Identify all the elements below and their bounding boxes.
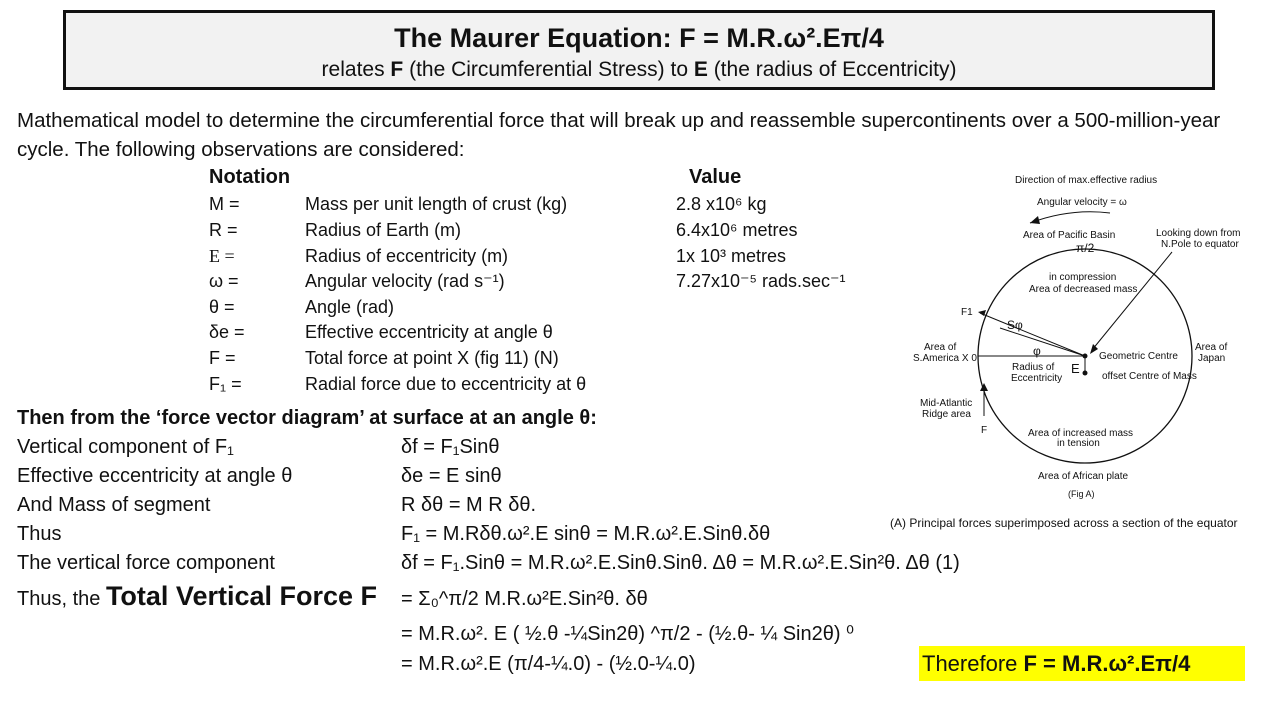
label-offset: offset Centre of Mass: [1102, 371, 1197, 382]
notation-value: 6.4x10⁶ metres: [676, 220, 798, 240]
label-dir-max: Direction of max.effective radius: [1015, 175, 1158, 186]
notation-value: 7.27x10⁻⁵ rads.sec⁻¹: [676, 271, 846, 291]
label-rad-1: Radius of: [1012, 362, 1055, 373]
total-expr-1: = Σ₀^π/2 M.R.ω²E.Sin²θ. δθ: [401, 588, 648, 610]
label-e: E: [1071, 361, 1080, 376]
derivation-label: And Mass of segment: [17, 494, 211, 516]
notation-header: Notation: [209, 166, 291, 188]
notation-desc: Radius of eccentricity (m): [305, 246, 509, 266]
label-mar-2: Ridge area: [922, 409, 971, 420]
total-label-big: Total Vertical Force F: [105, 581, 378, 611]
label-sam-2: S.America X 0: [913, 353, 977, 364]
page-subtitle: [66, 57, 1212, 83]
notation-symbol: R =: [209, 220, 238, 240]
notation-desc: Effective eccentricity at angle θ: [305, 322, 553, 342]
total-expr-2: = M.R.ω². E ( ½.θ -¼Sin2θ) ^π/2 - (½.θ- ¼ Sin2θ) ⁰: [401, 623, 855, 645]
label-sam-1: Area of: [924, 342, 957, 353]
diagram-caption: (A) Principal forces superimposed across a section of the equator: [890, 516, 1238, 530]
total-expr-3: = M.R.ω².E (π/4-¼.0) - (½.0-¼.0): [401, 653, 696, 675]
total-force-label: [17, 581, 377, 612]
derivation-heading: Then from the ‘force vector diagram’ at surface at an angle θ:: [17, 407, 597, 429]
label-pacific: Area of Pacific Basin: [1023, 230, 1116, 241]
derivation-expr: F₁ = M.Rδθ.ω².E sinθ = M.R.ω².E.Sinθ.δθ: [401, 523, 771, 545]
label-comp-2: Area of decreased mass: [1029, 284, 1138, 295]
notation-desc: Mass per unit length of crust (kg): [305, 194, 568, 214]
title-box: [63, 10, 1215, 90]
notation-value: 1x 10³ metres: [676, 246, 787, 266]
label-inc-2: in tension: [1057, 438, 1100, 449]
label-comp-1: in compression: [1049, 272, 1117, 283]
label-inc-1: Area of increased mass: [1028, 428, 1134, 439]
derivation-label: The vertical force component: [17, 552, 275, 574]
conclusion-highlight: [919, 646, 1245, 681]
rotation-arrow: [1030, 212, 1110, 223]
notation-symbol: δe =: [209, 322, 245, 342]
derivation-expr: R δθ = M R δθ.: [401, 494, 537, 516]
derivation-label: Effective eccentricity at angle θ: [17, 465, 293, 487]
label-looking-2: N.Pole to equator: [1161, 239, 1239, 250]
force-line-2: [1000, 328, 1085, 356]
force-diagram: [880, 168, 1280, 533]
notation-symbol: F₁ =: [209, 374, 242, 394]
notation-symbol: F =: [209, 348, 236, 368]
derivation-expr: δf = F₁Sinθ: [401, 436, 500, 458]
label-rad-2: Eccentricity: [1011, 373, 1063, 384]
total-label-pre: Thus, the: [17, 588, 106, 610]
derivation-label: Thus: [17, 523, 62, 545]
label-pi2: π/2: [1076, 241, 1095, 255]
label-phi: φ: [1033, 344, 1041, 358]
label-looking-1: Looking down from: [1156, 228, 1241, 239]
looking-arrow-head: [1090, 344, 1098, 354]
subtitle-text: (the Circumferential Stress) to: [403, 58, 694, 81]
subtitle-text: relates: [321, 58, 391, 81]
notation-desc: Radius of Earth (m): [305, 220, 462, 240]
label-sphi: Sφ: [1007, 318, 1023, 332]
label-africa: Area of African plate: [1038, 471, 1129, 482]
label-japan-1: Area of: [1195, 342, 1228, 353]
notation-symbol: M =: [209, 194, 240, 214]
page-title: The Maurer Equation: F = M.R.ω².Eπ/4: [394, 23, 884, 53]
notation-symbol: ω =: [209, 271, 239, 291]
rotation-arrow-head: [1030, 216, 1040, 224]
notation-symbol: E =: [209, 246, 235, 266]
label-japan-2: Japan: [1198, 353, 1226, 364]
intro-paragraph: Mathematical model to determine the circumferential force that will break up and reassemble supercontinents over a 500-million-year cycle. The following observations are considered:: [17, 109, 1221, 161]
derivation-expr: δf = F₁.Sinθ = M.R.ω².E.Sinθ.Sinθ. Δθ = M.R.ω².E.Sin²θ. Δθ (1): [401, 552, 960, 574]
label-fig: (Fig A): [1068, 489, 1095, 499]
conclusion-formula: F = M.R.ω².Eπ/4: [1023, 651, 1191, 676]
label-ang-vel: Angular velocity = ω: [1037, 197, 1127, 208]
notation-desc: Total force at point X (fig 11) (N): [305, 348, 559, 368]
subtitle-text: (the radius of Eccentricity): [707, 58, 957, 81]
looking-arrow: [1092, 252, 1172, 350]
notation-desc: Angle (rad): [305, 297, 395, 317]
notation-symbol: θ =: [209, 297, 235, 317]
therefore-text: Therefore: [922, 651, 1024, 676]
label-f: F: [981, 425, 988, 436]
notation-desc: Radial force due to eccentricity at θ: [305, 374, 587, 394]
notation-desc: Angular velocity (rad s⁻¹): [305, 271, 505, 291]
label-mar-1: Mid-Atlantic: [920, 398, 973, 409]
subtitle-e: E: [693, 58, 708, 81]
notation-value: 2.8 x10⁶ kg: [676, 194, 767, 214]
derivation-label: Vertical component of F₁: [17, 436, 234, 458]
derivation-expr: δe = E sinθ: [401, 465, 502, 487]
label-f1: F1: [961, 307, 973, 318]
label-geo: Geometric Centre: [1099, 351, 1178, 362]
subtitle-f: F: [390, 58, 404, 81]
value-header: Value: [689, 166, 742, 188]
